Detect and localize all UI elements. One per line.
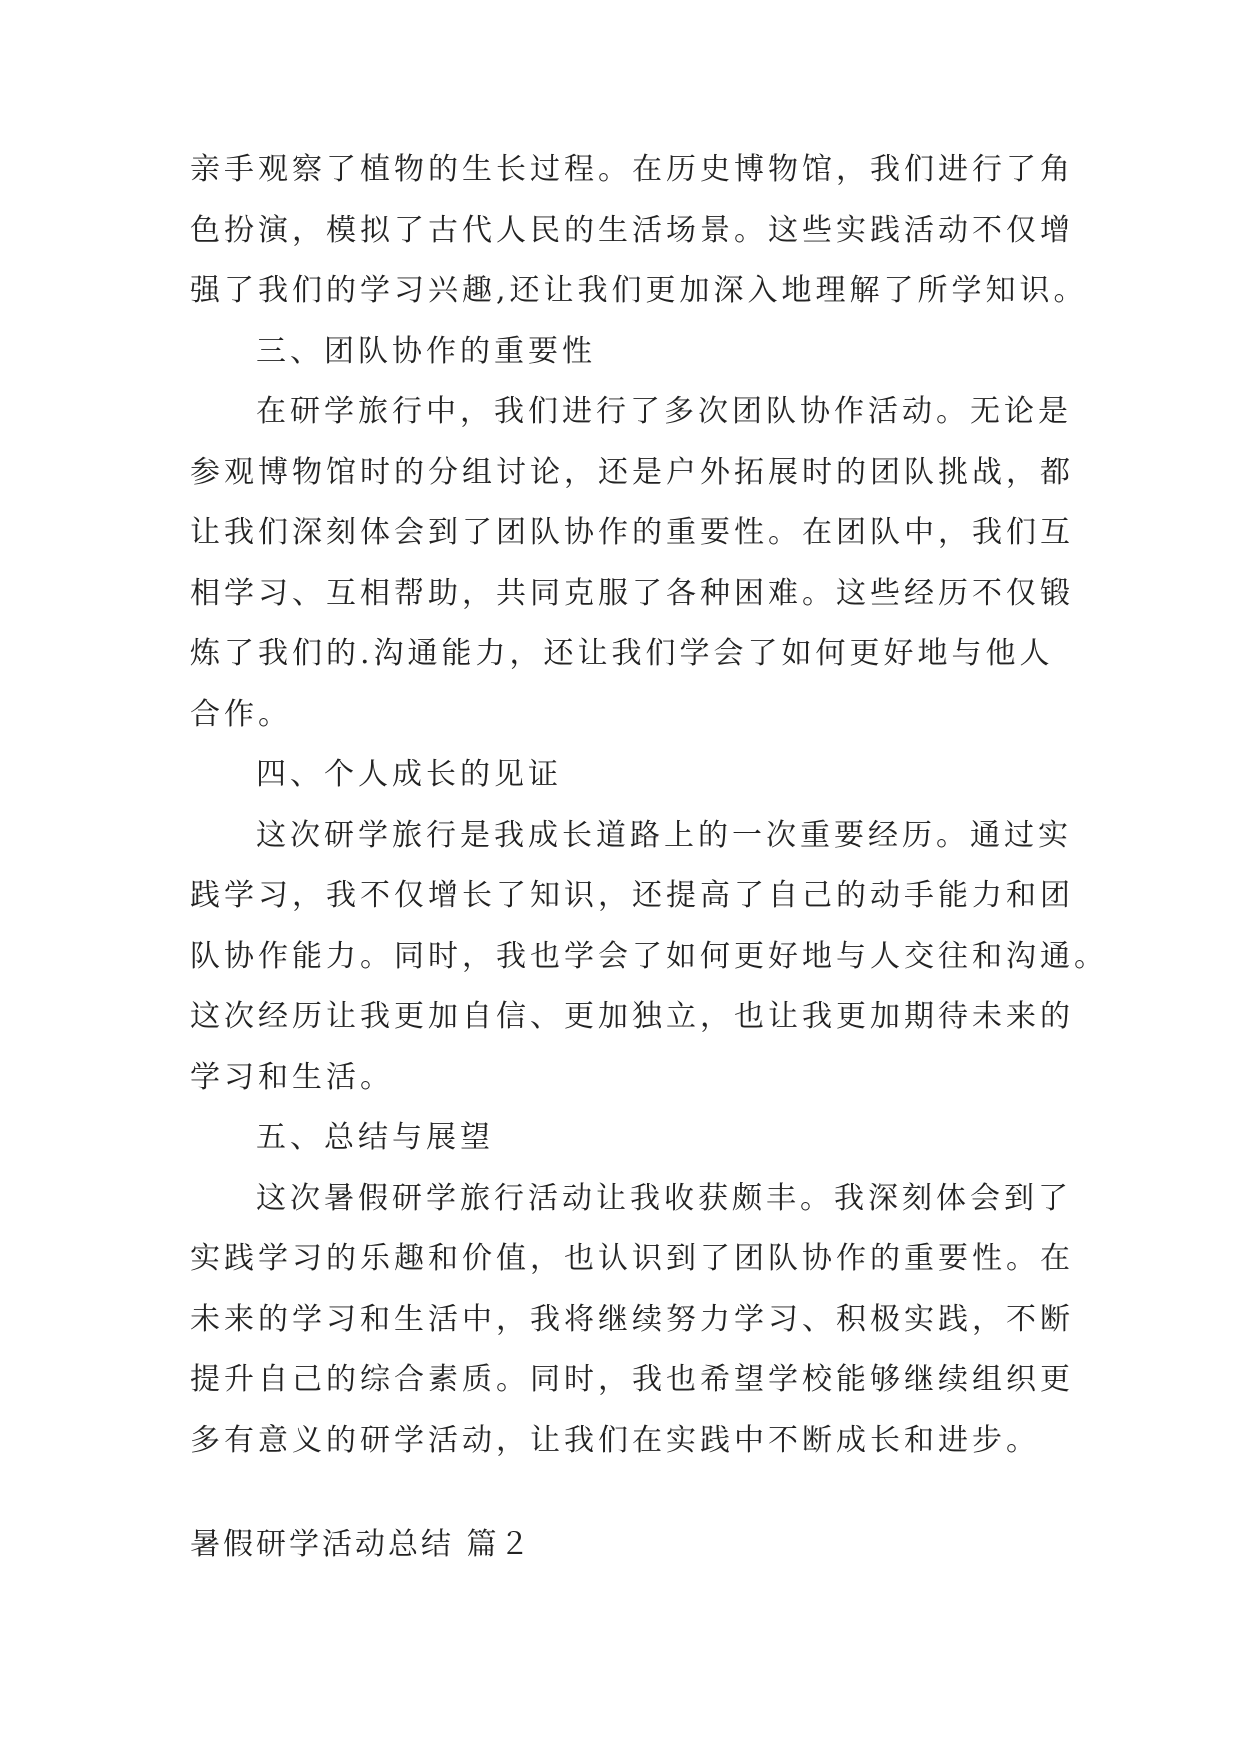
text-line: 亲手观察了植物的生长过程。在历史博物馆，我们进行了角	[190, 152, 1074, 187]
text-line: 这次经历让我更加自信、更加独立，也让我更加期待未来的	[190, 999, 1074, 1034]
text-line: 提升自己的综合素质。同时，我也希望学校能够继续组织更	[190, 1362, 1074, 1397]
text-line: 践学习，我不仅增长了知识，还提高了自己的动手能力和团	[190, 878, 1074, 913]
text-line: 参观博物馆时的分组讨论，还是户外拓展时的团队挑战，都	[190, 454, 1074, 490]
section-heading: 三、团队协作的重要性	[256, 333, 596, 369]
text-line: 合作。	[190, 696, 292, 732]
text-line: 强了我们的学习兴趣,还让我们更加深入地理解了所学知识。	[190, 273, 1088, 308]
text-line: 队协作能力。同时，我也学会了如何更好地与人交往和沟通。	[190, 938, 1108, 974]
section-heading: 四、个人成长的见证	[256, 757, 562, 792]
text-line: 色扮演，模拟了古代人民的生活场景。这些实践活动不仅增	[190, 212, 1074, 248]
next-section-title: 暑假研学活动总结 篇２	[190, 1527, 533, 1562]
text-line: 学习和生活。	[190, 1059, 394, 1095]
section-heading: 五、总结与展望	[256, 1120, 494, 1155]
text-line: 这次暑假研学旅行活动让我收获颇丰。我深刻体会到了	[256, 1180, 1072, 1216]
text-line: 未来的学习和生活中，我将继续努力学习、积极实践，不断	[190, 1301, 1074, 1337]
text-line: 在研学旅行中，我们进行了多次团队协作活动。无论是	[256, 394, 1072, 429]
text-line: 多有意义的研学活动，让我们在实践中不断成长和进步。	[190, 1422, 1040, 1458]
text-line: 实践学习的乐趣和价值，也认识到了团队协作的重要性。在	[190, 1241, 1074, 1276]
text-line: 炼了我们的.沟通能力，还让我们学会了如何更好地与他人	[190, 636, 1054, 671]
text-line: 相学习、互相帮助，共同克服了各种困难。这些经历不仅锻	[190, 575, 1074, 611]
text-line: 这次研学旅行是我成长道路上的一次重要经历。通过实	[256, 817, 1072, 853]
text-line: 让我们深刻体会到了团队协作的重要性。在团队中，我们互	[190, 515, 1074, 550]
